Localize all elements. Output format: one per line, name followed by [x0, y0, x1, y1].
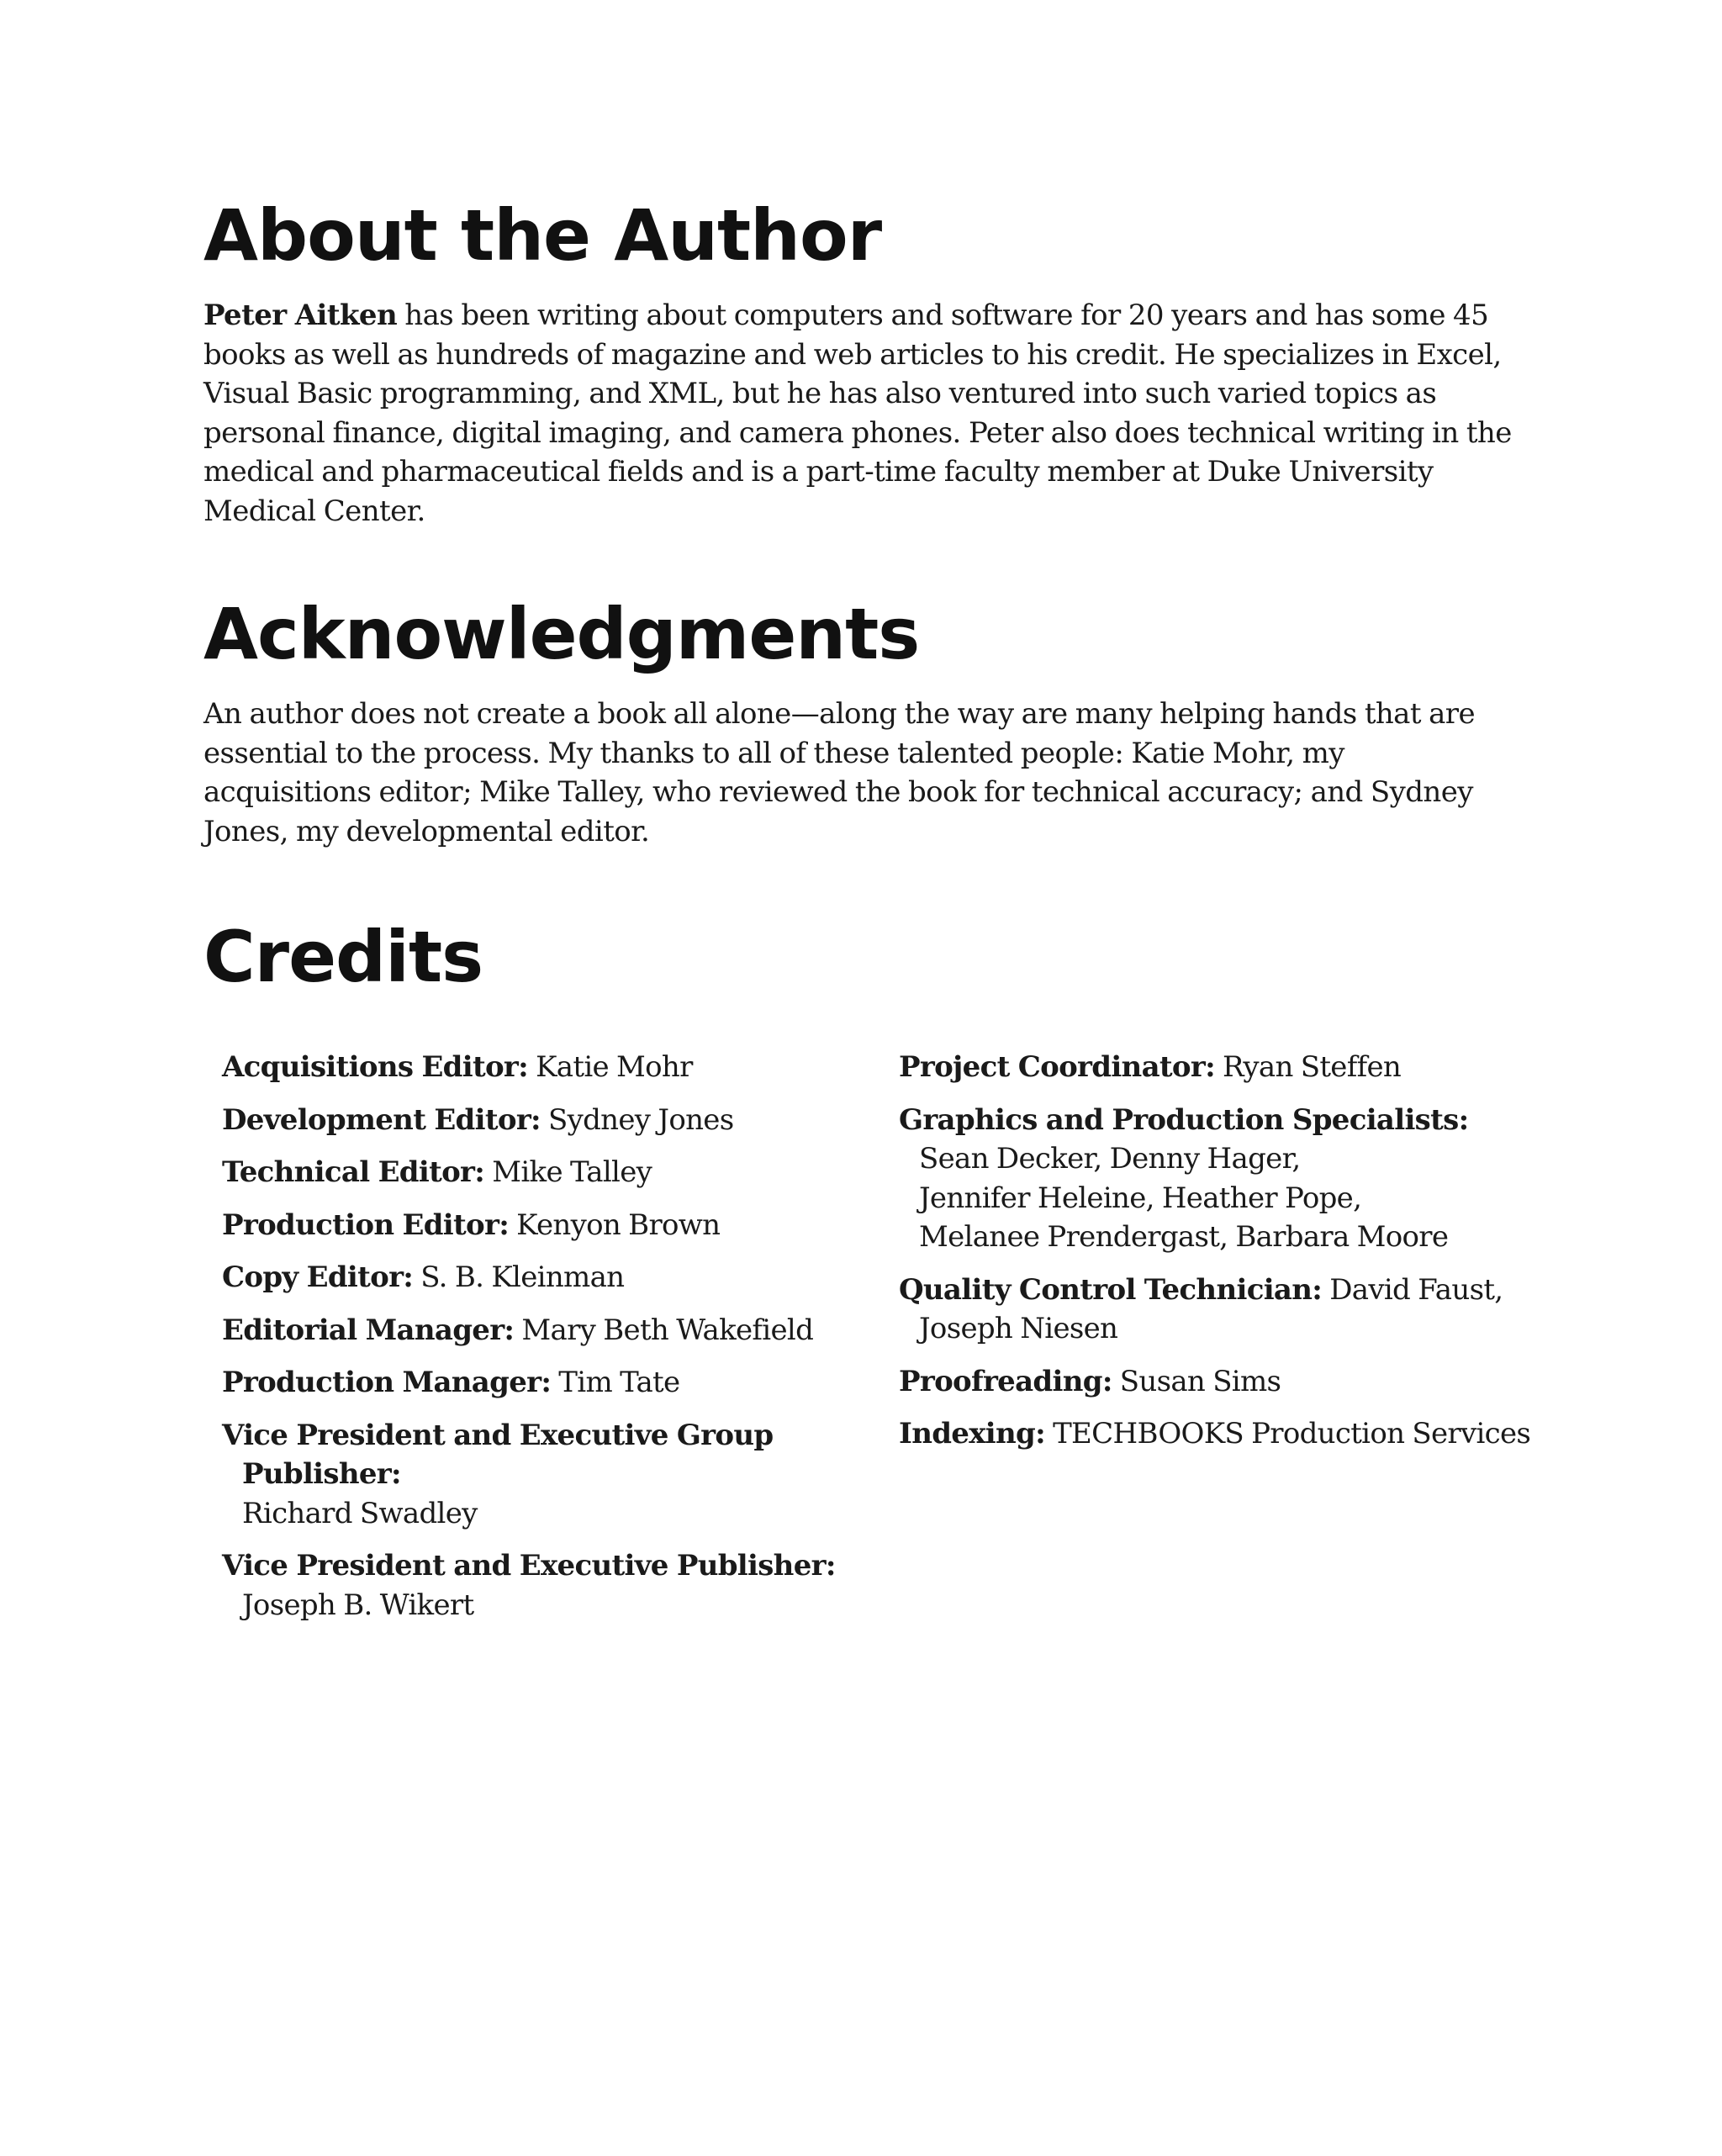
- credit-entry: [222, 1416, 886, 1534]
- credit-role: Indexing:: [899, 1417, 1045, 1451]
- credits-left-column: [222, 1048, 886, 1638]
- credit-entry: [222, 1311, 886, 1350]
- credit-name: Mary Beth Wakefield: [514, 1313, 814, 1347]
- credits-right-column: [899, 1048, 1538, 1467]
- credit-entry: [222, 1101, 886, 1140]
- credit-entry: [899, 1048, 1538, 1087]
- credit-entry: [899, 1101, 1538, 1257]
- credit-role: Project Coordinator:: [899, 1050, 1215, 1084]
- credit-entry: [222, 1206, 886, 1245]
- credit-name: David Faust,: [1322, 1272, 1503, 1307]
- credit-name: Joseph Niesen: [919, 1312, 1118, 1345]
- credit-name: Kenyon Brown: [509, 1207, 721, 1242]
- credit-role: Production Manager:: [222, 1366, 552, 1399]
- credit-name: Katie Mohr: [528, 1050, 693, 1084]
- credit-entry: [222, 1546, 886, 1625]
- credit-entry: [222, 1258, 886, 1297]
- credit-entry: [899, 1271, 1538, 1349]
- credit-role: Vice President and Executive Publisher:: [222, 1549, 836, 1583]
- credit-name: Mike Talley: [484, 1155, 652, 1189]
- credits-heading: Credits: [203, 916, 483, 998]
- credit-name: Susan Sims: [1112, 1364, 1281, 1398]
- credit-name: Sydney Jones: [540, 1102, 734, 1137]
- credit-role: Graphics and Production Specialists:: [899, 1102, 1469, 1137]
- credit-role: Copy Editor:: [222, 1260, 414, 1294]
- credit-name: TECHBOOKS Production Services: [1044, 1417, 1531, 1451]
- about-author-body: has been writing about computers and software for 20 years and has some 45 books as well as hundreds of magazine and web articles to his credit. He specializes in Excel, Visual Basic programming, and XML, but he has also ventured into such varied topics as personal finance, digital imaging, and camera phones. Peter also does technical writing in the medical and pharmaceutical fields and is a part-time faculty member at Duke University Medical Center.: [203, 299, 1512, 528]
- credit-name: Tim Tate: [551, 1366, 680, 1399]
- credit-entry: [222, 1048, 886, 1087]
- credit-role: Development Editor:: [222, 1102, 541, 1137]
- acknowledgments-heading: Acknowledgments: [203, 593, 920, 675]
- credit-name: Jennifer Heleine, Heather Pope,: [919, 1181, 1362, 1215]
- credit-role: Quality Control Technician:: [899, 1272, 1323, 1307]
- credit-name: Joseph B. Wikert: [242, 1588, 474, 1622]
- author-name: Peter Aitken: [203, 299, 398, 332]
- credit-name: S. B. Kleinman: [413, 1260, 625, 1294]
- credit-entry: [899, 1362, 1538, 1402]
- credit-name: Richard Swadley: [242, 1496, 478, 1530]
- credit-name: Melanee Prendergast, Barbara Moore: [919, 1220, 1449, 1254]
- about-author-heading: About the Author: [203, 194, 882, 277]
- credit-name: Sean Decker, Denny Hager,: [919, 1142, 1301, 1176]
- credit-role: Editorial Manager:: [222, 1313, 515, 1347]
- credit-role: Proofreading:: [899, 1364, 1112, 1398]
- acknowledgments-paragraph: An author does not create a book all alone—along the way are many helping hands that are essential to the process. My thanks to all of these talented people: Katie Mohr, my acquisitions editor; Mike Talley, who reviewed the book for technical accuracy; and Sydney Jones, my developmental editor.: [203, 697, 1475, 848]
- credit-name: Ryan Steffen: [1214, 1050, 1402, 1084]
- credit-role: Vice President and Executive Group Publisher:: [222, 1418, 774, 1491]
- credit-role: Production Editor:: [222, 1207, 510, 1242]
- credit-entry: [899, 1414, 1538, 1454]
- credit-role: Technical Editor:: [222, 1155, 485, 1189]
- about-author-paragraph: [203, 296, 1515, 531]
- credit-entry: [222, 1153, 886, 1192]
- credit-entry: [222, 1363, 886, 1403]
- credit-role: Acquisitions Editor:: [222, 1050, 528, 1084]
